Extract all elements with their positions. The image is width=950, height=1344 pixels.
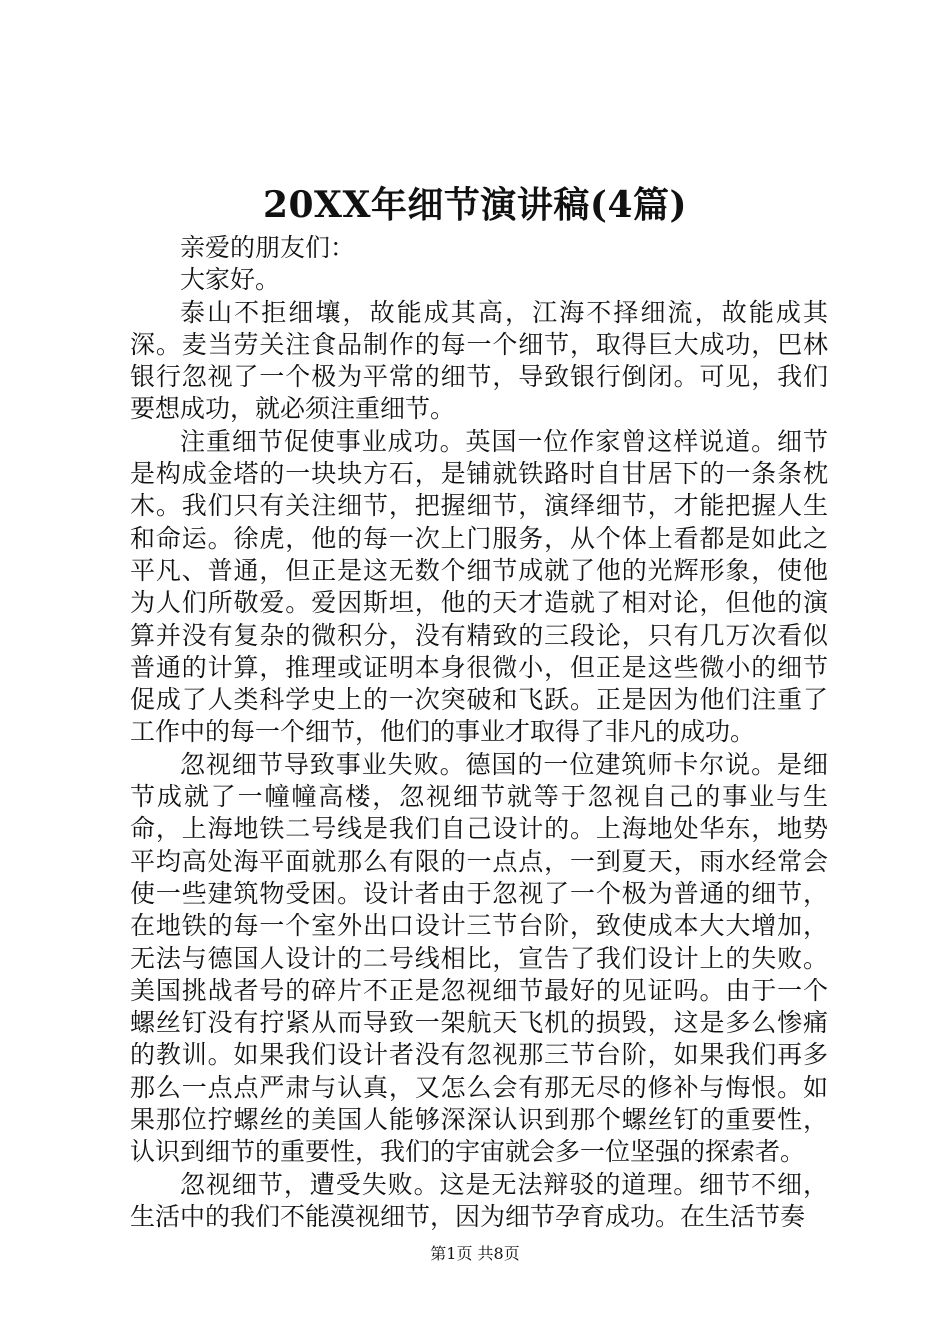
- salutation-paragraph: 大家好。: [180, 265, 281, 295]
- document-body: [130, 232, 828, 1233]
- document-title: 20XX年细节演讲稿(4篇): [262, 184, 688, 226]
- body-paragraph: 注重细节促使事业成功。英国一位作家曾这样说道。细节是构成金塔的一块块方石，是铺就铁路时自甘居下的一条条枕木。我们只有关注细节，把握细节，演绎细节，才能把握人生和命运。徐虎，他的每一次上门服务，从个体上看都是如此之平凡、普通，但正是这无数个细节成就了他的光辉形象，使他为人们所敬爱。爱因斯坦，他的天才造就了相对论，但他的演算并没有复杂的微积分，没有精致的三段论，只有几万次看似普通的计算，推理或证明本身很微小，但正是这些微小的细节促成了人类科学史上的一次突破和飞跃。正是因为他们注重了工作中的每一个细节，他们的事业才取得了非凡的成功。: [130, 426, 828, 747]
- body-paragraph: 忽视细节导致事业失败。德国的一位建筑师卡尔说。是细节成就了一幢幢高楼，忽视细节就等于忽视自己的事业与生命，上海地铁二号线是我们自己设计的。上海地处华东，地势平均高处海平面就那么有限的一点点，一到夏天，雨水经常会使一些建筑物受困。设计者由于忽视了一个极为普通的细节，在地铁的每一个室外出口设计三节台阶，致使成本大大增加，无法与德国人设计的二号线相比，宣告了我们设计上的失败。美国挑战者号的碎片不正是忽视细节最好的见证吗。由于一个螺丝钉没有拧紧从而导致一架航天飞机的损毁，这是多么惨痛的教训。如果我们设计者没有忽视那三节台阶，如果我们再多那么一点点严肃与认真，又怎么会有那无尽的修补与悔恨。如果那位拧螺丝的美国人能够深深认识到那个螺丝钉的重要性，认识到细节的重要性，我们的宇宙就会多一位坚强的探索者。: [130, 749, 828, 1167]
- body-paragraph: 泰山不拒细壤，故能成其高，江海不择细流，故能成其深。麦当劳关注食品制作的每一个细节，取得巨大成功，巴林银行忽视了一个极为平常的细节，导致银行倒闭。可见，我们要想成功，就必须注重细节。: [130, 297, 828, 424]
- greeting-paragraph: 亲爱的朋友们：: [180, 233, 356, 262]
- body-paragraph: 忽视细节，遭受失败。这是无法辩驳的道理。细节不细，生活中的我们不能漠视细节，因为细节孕育成功。在生活节奏: [130, 1169, 828, 1231]
- page-number-footer: 第1页 共8页: [430, 1244, 520, 1263]
